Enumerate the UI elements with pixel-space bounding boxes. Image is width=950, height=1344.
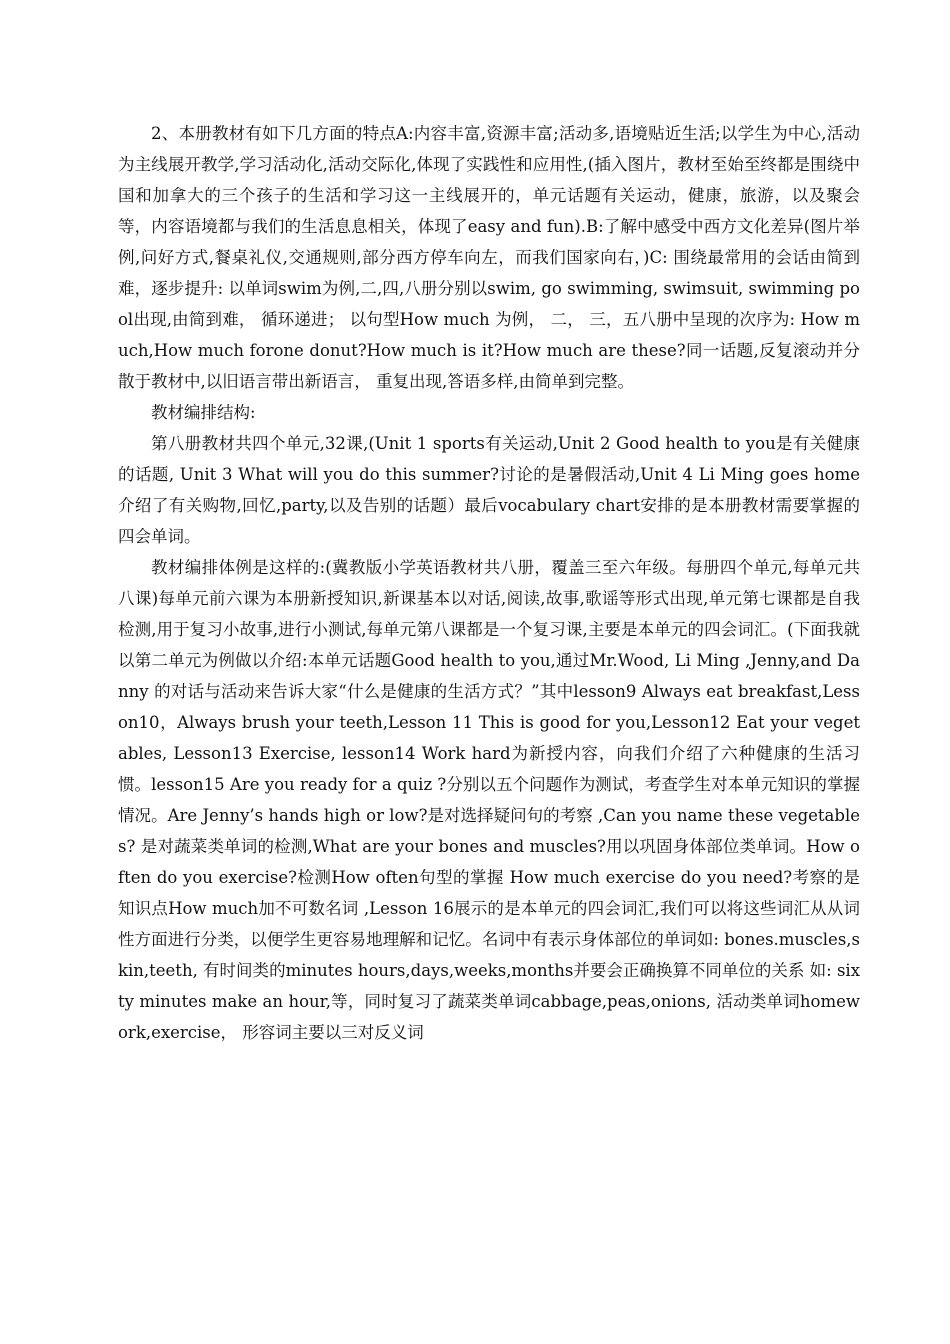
paragraph-book-eight-units: 第八册教材共四个单元,32课,(Unit 1 sports有关运动,Unit 2 Good health to you是有关健康的话题, Unit 3 What will you do this summer?讨论的是暑假活动,Unit 4 Li Ming goes home介绍了有关购物,回忆,party,以及告别的话题）最后vocabulary chart安排的是本册教材需要掌握的四会单词。: [118, 434, 860, 546]
document-body: [118, 118, 860, 1048]
paragraph-structure-heading: 教材编排结构:: [151, 403, 256, 422]
paragraph-layout-style: 教材编排体例是这样的:(冀教版小学英语教材共八册，覆盖三至六年级。每册四个单元,每单元共八课)每单元前六课为本册新授知识,新课基本以对话,阅读,故事,歌谣等形式出现,单元第七课都是自我检测,用于复习小故事,进行小测试,每单元第八课都是一个复习课,主要是本单元的四会词汇。(下面我就以第二单元为例做以介绍:本单元话题Good health to you,通过Mr.Wood, Li Ming ,Jenny,and Danny 的对话与活动来告诉大家“什么是健康的生活方式？”其中lesson9 Always eat breakfast,Lesson10，Always brush your teeth,Lesson 11 This is good for you,Lesson12 Eat your vegetables, Lesson13 Exercise, lesson14 Work hard为新授内容，向我们介绍了六种健康的生活习惯。lesson15 Are you ready for a quiz ?分别以五个问题作为测试，考查学生对本单元知识的掌握情况。Are Jenny’s hands high or low?是对选择疑问句的考察 ,Can you name these vegetables? 是对蔬菜类单词的检测,What are your bones and muscles?用以巩固身体部位类单词。How often do you exercise?检测How often句型的掌握 How much exercise do you need?考察的是知识点How much加不可数名词 ,Lesson 16展示的是本单元的四会词汇,我们可以将这些词汇从从词性方面进行分类，以便学生更容易地理解和记忆。名词中有表示身体部位的单词如: bones.muscles,skin,teeth, 有时间类的minutes hours,days,weeks,months并要会正确换算不同单位的关系 如: sixty minutes make an hour,等，同时复习了蔬菜类单词cabbage,peas,onions, 活动类单词homework,exercise， 形容词主要以三对反义词: [118, 558, 860, 1042]
paragraph-features: 2、本册教材有如下几方面的特点A:内容丰富,资源丰富;活动多,语境贴近生活;以学生为中心,活动为主线展开教学,学习活动化,活动交际化,体现了实践性和应用性,(插入图片，教材至始至终都是围绕中国和加拿大的三个孩子的生活和学习这一主线展开的，单元话题有关运动，健康，旅游，以及聚会等，内容语境都与我们的生活息息相关，体现了easy and fun).B:了解中感受中西方文化差异(图片举例,问好方式,餐桌礼仪,交通规则,部分西方停车向左，而我们国家向右，)C: 围绕最常用的会话由简到难，逐步提升: 以单词swim为例,二,四,八册分别以swim, go swimming, swimsuit, swimming pool出现,由简到难， 循环递进； 以句型How much 为例， 二， 三，五八册中呈现的次序为: How much,How much forone donut?How much is it?How much are these?同一话题,反复滚动并分散于教材中,以旧语言带出新语言， 重复出现,答语多样,由简单到完整。: [118, 124, 860, 391]
